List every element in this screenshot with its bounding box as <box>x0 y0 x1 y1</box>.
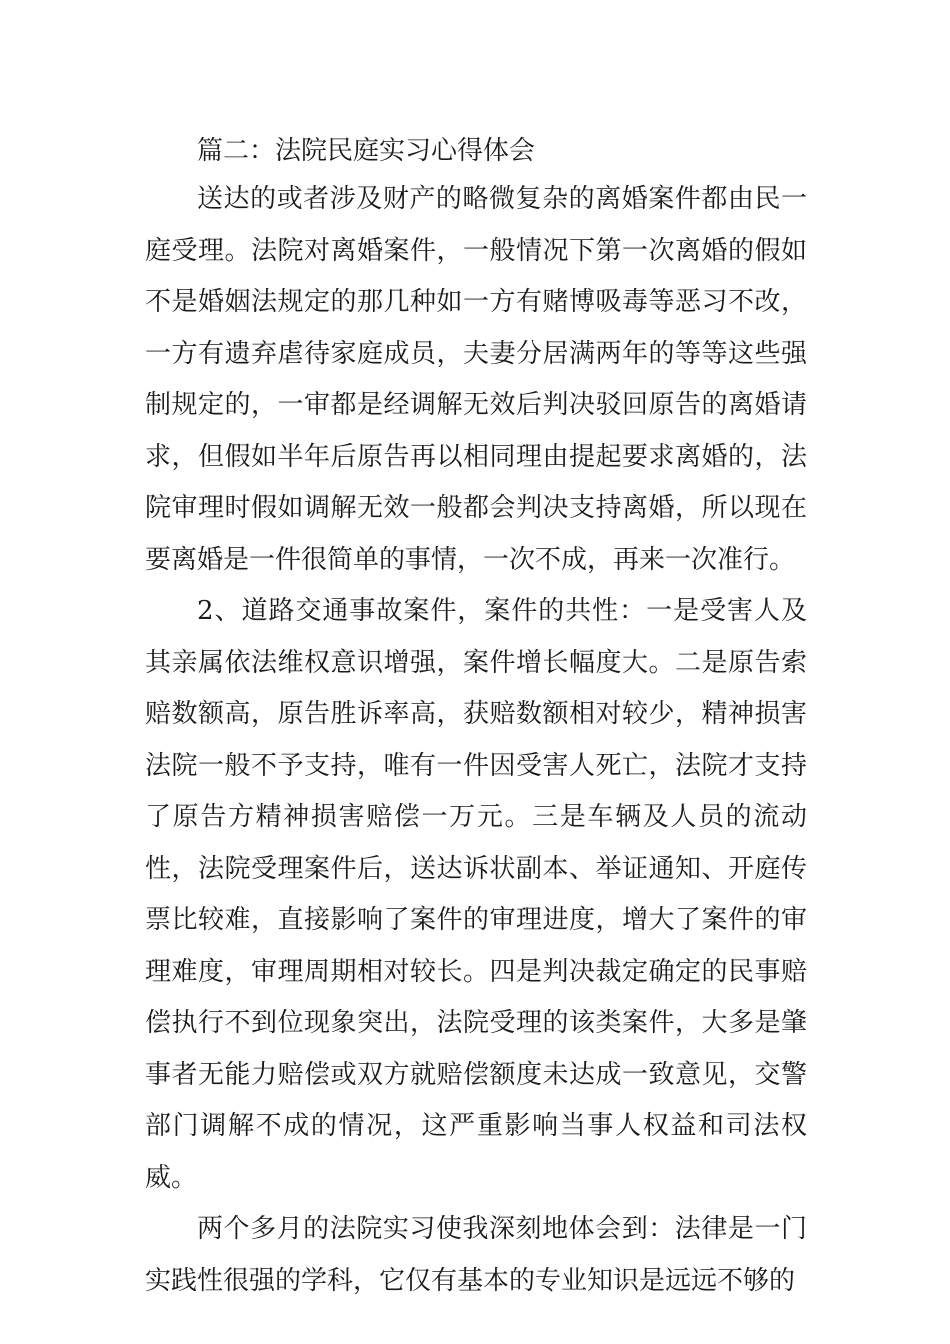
paragraph-internship-reflection: 两个多月的法院实习使我深刻地体会到：法律是一门实践性很强的学科，它仅有基本的专业知识是远远不够的 <box>145 1214 807 1296</box>
paragraph-traffic-cases: 2、道路交通事故案件，案件的共性：一是受害人及其亲属依法维权意识增强，案件增长幅度大。二是原告索赔数额高，原告胜诉率高，获赔数额相对较少，精神损害法院一般不予支持，唯有一件因受害人死亡，法院才支持了原告方精神损害赔偿一万元。三是车辆及人员的流动性，法院受理案件后，送达诉状副本、举证通知、开庭传票比较难，直接影响了案件的审理进度，增大了案件的审理难度，审理周期相对较长。四是判决裁定确定的民事赔偿执行不到位现象突出，法院受理的该类案件，大多是肇事者无能力赔偿或双方就赔偿额度未达成一致意见，交警部门调解不成的情况，这严重影响当事人权益和司法权威。 <box>145 596 807 1193</box>
section-heading: 篇二：法院民庭实习心得体会 <box>197 136 536 166</box>
paragraph-divorce-cases: 送达的或者涉及财产的略微复杂的离婚案件都由民一庭受理。法院对离婚案件，一般情况下第一次离婚的假如不是婚姻法规定的那几种如一方有赌博吸毒等恶习不改，一方有遗弃虐待家庭成员，夫妻分居满两年的等等这些强制规定的，一审都是经调解无效后判决驳回原告的离婚请求，但假如半年后原告再以相同理由提起要求离婚的，法院审理时假如调解无效一般都会判决支持离婚，所以现在要离婚是一件很简单的事情，一次不成，再来一次准行。 <box>145 184 807 575</box>
document-body <box>145 128 807 1307</box>
